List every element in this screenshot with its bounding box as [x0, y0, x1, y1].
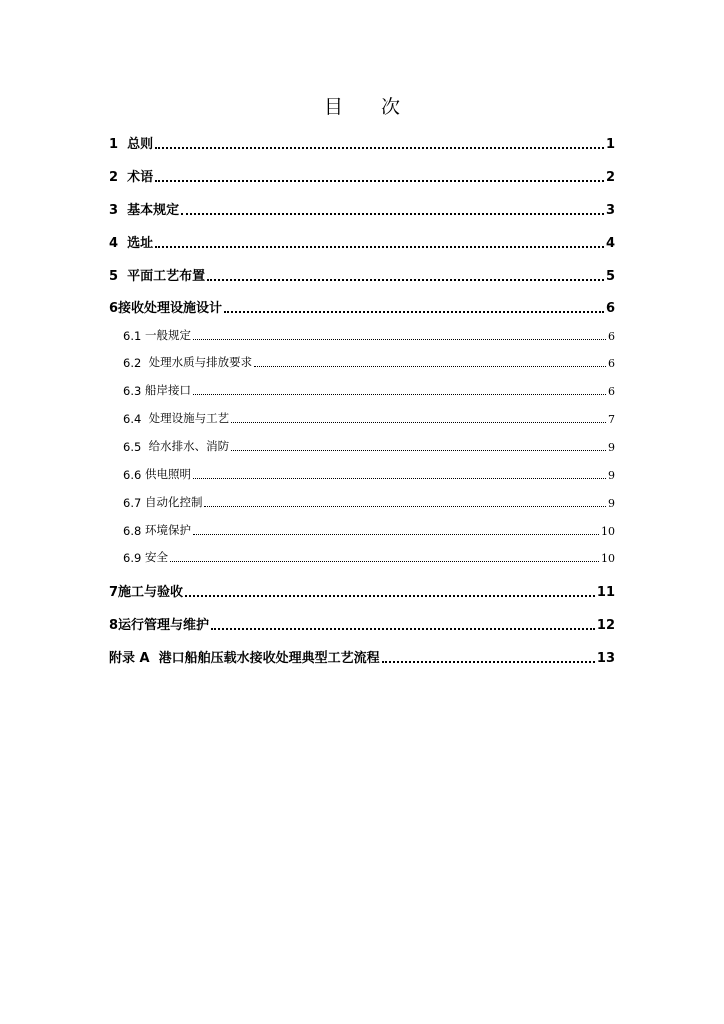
- dot-leader: [211, 628, 595, 630]
- dot-leader: [193, 478, 606, 479]
- toc-entry-label: 施工与验收: [118, 585, 184, 600]
- toc-entry-number: 6: [109, 301, 119, 316]
- toc-entry-page: 4: [605, 236, 615, 251]
- toc-entry-appendix-a[interactable]: [109, 648, 615, 666]
- toc-entry-3[interactable]: [109, 200, 615, 218]
- toc-entry-number: 5: [109, 269, 119, 284]
- toc-entry-page: 3: [605, 203, 615, 218]
- toc-entry-page: 6: [608, 330, 615, 343]
- toc-entry-8[interactable]: [109, 615, 615, 633]
- toc-entry-label: 安全: [144, 550, 168, 564]
- toc-entry-page: 1: [605, 137, 615, 152]
- toc-entry-page: 6: [608, 357, 615, 370]
- toc-entry-page: 6: [605, 301, 615, 316]
- toc-entry-6-9[interactable]: [123, 549, 615, 565]
- toc-entry-7[interactable]: [109, 582, 615, 600]
- toc-entry-6-6[interactable]: [123, 466, 615, 482]
- toc-entry-6-5[interactable]: [123, 438, 615, 454]
- dot-leader: [231, 422, 606, 423]
- toc-entry-label: 环境保护: [144, 523, 191, 537]
- toc-entry-page: 6: [608, 385, 615, 398]
- toc-entry-label: 处理设施与工艺: [148, 411, 230, 425]
- toc-entry-5[interactable]: [109, 266, 615, 284]
- toc-entry-label: 运行管理与维护: [118, 618, 210, 633]
- toc-entry-label: 自动化控制: [144, 495, 203, 509]
- dot-leader: [204, 506, 606, 507]
- dot-leader: [382, 661, 595, 663]
- toc-entry-page: 13: [596, 651, 615, 666]
- toc-entry-page: 10: [601, 525, 615, 538]
- toc-entry-label: 总则: [127, 137, 154, 152]
- toc-entry-label: 港口船舶压载水接收处理典型工艺流程: [158, 651, 380, 666]
- dot-leader: [155, 246, 604, 248]
- toc-entry-number: 6.1: [123, 329, 142, 343]
- toc-entry-2[interactable]: [109, 167, 615, 185]
- toc-entry-label: 船岸接口: [144, 383, 191, 397]
- toc-entry-page: 9: [608, 497, 615, 510]
- toc-entry-page: 5: [605, 269, 615, 284]
- toc-entry-6-8[interactable]: [123, 522, 615, 538]
- toc-entry-6-2[interactable]: [123, 354, 615, 370]
- toc-entry-number: 8: [109, 618, 119, 633]
- toc-entry-4[interactable]: [109, 233, 615, 251]
- toc-entry-number: 附录 A: [109, 651, 150, 666]
- toc-entry-number: 6.7: [123, 496, 142, 510]
- toc-entry-page: 10: [601, 552, 615, 565]
- toc-entry-page: 2: [605, 170, 615, 185]
- toc-entry-number: 6.6: [123, 468, 142, 482]
- dot-leader: [193, 534, 599, 535]
- toc-entry-number: 7: [109, 585, 119, 600]
- toc-entry-label: 接收处理设施设计: [118, 301, 223, 316]
- toc-entry-number: 6.9: [123, 551, 142, 565]
- dot-leader: [254, 366, 606, 367]
- toc-entry-page: 12: [596, 618, 615, 633]
- toc-entry-6[interactable]: [109, 298, 615, 316]
- toc-entry-6-4[interactable]: [123, 410, 615, 426]
- toc-entry-number: 6.2: [123, 356, 142, 370]
- toc-entry-number: 4: [109, 236, 119, 251]
- toc-entry-label: 选址: [127, 236, 154, 251]
- dot-leader: [155, 147, 604, 149]
- dot-leader: [224, 311, 604, 313]
- dot-leader: [193, 394, 606, 395]
- toc-entry-page: 11: [596, 585, 615, 600]
- toc-entry-page: 9: [608, 469, 615, 482]
- toc-entry-number: 6.4: [123, 412, 142, 426]
- toc-entry-6-3[interactable]: [123, 382, 615, 398]
- dot-leader: [181, 213, 604, 215]
- toc-entry-label: 平面工艺布置: [127, 269, 206, 284]
- dot-leader: [231, 450, 606, 451]
- toc-entry-number: 6.8: [123, 524, 142, 538]
- toc-entry-6-7[interactable]: [123, 494, 615, 510]
- dot-leader: [155, 180, 604, 182]
- dot-leader: [193, 339, 606, 340]
- toc-entry-label: 一般规定: [144, 328, 191, 342]
- toc-entry-number: 6.3: [123, 384, 142, 398]
- toc-entry-6-1[interactable]: [123, 327, 615, 343]
- dot-leader: [185, 595, 595, 597]
- toc-entry-number: 6.5: [123, 440, 142, 454]
- toc-entry-label: 处理水质与排放要求: [148, 355, 253, 369]
- toc-entry-page: 7: [608, 413, 615, 426]
- toc-entry-label: 供电照明: [144, 467, 191, 481]
- toc-entry-number: 2: [109, 170, 119, 185]
- toc-entry-number: 1: [109, 137, 119, 152]
- page-title: 目 次: [323, 96, 417, 118]
- toc-entry-label: 给水排水、消防: [148, 439, 230, 453]
- dot-leader: [207, 279, 604, 281]
- toc-entry-number: 3: [109, 203, 119, 218]
- toc-entry-1[interactable]: [109, 134, 615, 152]
- toc-entry-page: 9: [608, 441, 615, 454]
- toc-entry-label: 术语: [127, 170, 154, 185]
- toc-entry-label: 基本规定: [127, 203, 180, 218]
- dot-leader: [170, 561, 599, 562]
